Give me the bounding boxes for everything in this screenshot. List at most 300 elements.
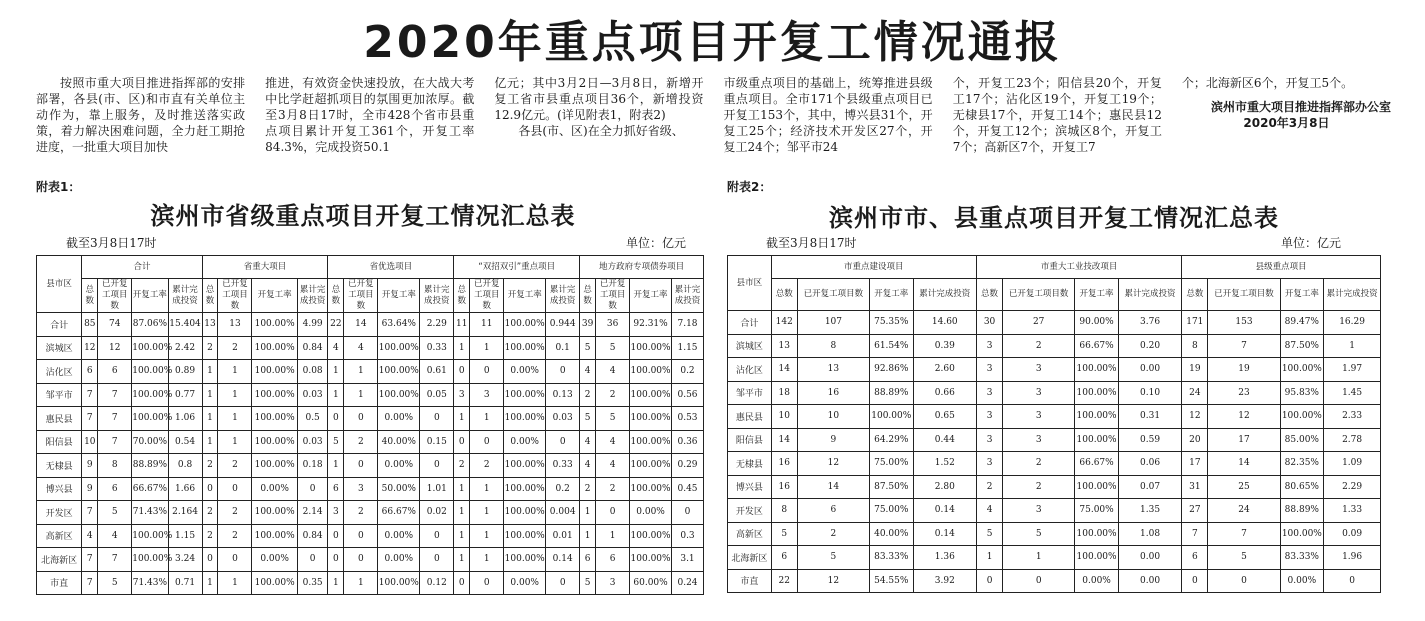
value-cell: 100.00% (252, 407, 297, 431)
table-row (37, 477, 704, 501)
value-cell: 10 (771, 405, 797, 429)
value-cell: 0.8 (168, 454, 202, 478)
value-cell: 1 (344, 571, 378, 595)
value-cell: 0.2 (672, 360, 704, 384)
value-cell: 3 (328, 501, 344, 525)
value-cell: 100.00% (132, 548, 168, 572)
value-cell: 100.00% (378, 383, 420, 407)
value-cell: 9 (797, 428, 869, 452)
value-cell: 20 (1182, 428, 1208, 452)
value-cell: 3 (976, 452, 1002, 476)
region-cell: 无棣县 (37, 454, 82, 478)
value-cell: 1 (344, 360, 378, 384)
column-header: 开复工率 (1280, 279, 1324, 311)
value-cell: 0.14 (546, 548, 580, 572)
value-cell: 0.2 (546, 477, 580, 501)
value-cell: 2 (202, 454, 218, 478)
column-header: 累计完成投资 (1118, 279, 1181, 311)
article-column-2 (265, 75, 474, 175)
value-cell: 1.15 (168, 524, 202, 548)
table-row (37, 336, 704, 360)
value-cell: 1 (328, 383, 344, 407)
value-cell: 0.35 (297, 571, 328, 595)
value-cell: 0.00% (378, 548, 420, 572)
value-cell: 3 (1003, 381, 1075, 405)
value-cell: 0.00% (252, 548, 297, 572)
value-cell: 40.00% (378, 430, 420, 454)
value-cell: 0 (202, 477, 218, 501)
column-header: 累计完成投资 (546, 279, 580, 313)
value-cell: 2 (344, 430, 378, 454)
value-cell: 4 (82, 524, 98, 548)
region-cell: 市直 (37, 571, 82, 595)
value-cell: 0 (546, 360, 580, 384)
value-cell: 5 (580, 407, 596, 431)
article-paragraph: 推进，有效资金快速投放，在大战大考中比学赶超抓项目的氛围更加浓厚。截至3月8日17时，全市428个省市县重点项目累计开复工361个，开复工率84.3%，完成投资50.1 (265, 76, 475, 154)
value-cell: 31 (1182, 475, 1208, 499)
value-cell: 1 (470, 548, 504, 572)
value-cell: 2.33 (1324, 405, 1381, 429)
value-cell: 12 (98, 336, 132, 360)
value-cell: 0 (546, 430, 580, 454)
table-row (728, 569, 1381, 593)
value-cell: 0.13 (546, 383, 580, 407)
value-cell: 5 (98, 571, 132, 595)
signature-date: 2020年3月8日 (1243, 116, 1330, 130)
table-row (37, 454, 704, 478)
value-cell: 0.01 (546, 524, 580, 548)
value-cell: 18 (771, 381, 797, 405)
value-cell: 19 (1208, 358, 1280, 382)
article-column-1 (36, 75, 245, 175)
value-cell: 8 (797, 334, 869, 358)
value-cell: 17 (1208, 428, 1280, 452)
value-cell: 3 (976, 381, 1002, 405)
value-cell: 1 (218, 407, 252, 431)
value-cell: 5 (976, 522, 1002, 546)
value-cell: 2 (797, 522, 869, 546)
value-cell: 0 (344, 524, 378, 548)
value-cell: 1 (218, 383, 252, 407)
value-cell: 12 (797, 452, 869, 476)
value-cell: 0.59 (1118, 428, 1181, 452)
region-cell: 开发区 (37, 501, 82, 525)
value-cell: 0.944 (546, 313, 580, 337)
value-cell: 100.00% (504, 313, 546, 337)
value-cell: 2 (1003, 334, 1075, 358)
value-cell: 60.00% (630, 571, 672, 595)
value-cell: 1.66 (168, 477, 202, 501)
value-cell: 0.00% (630, 501, 672, 525)
value-cell: 0 (976, 569, 1002, 593)
value-cell: 2 (580, 383, 596, 407)
table-row (728, 428, 1381, 452)
value-cell: 100.00% (1075, 522, 1119, 546)
region-cell: 阳信县 (728, 428, 772, 452)
value-cell: 2 (202, 501, 218, 525)
region-cell: 沾化区 (37, 360, 82, 384)
value-cell: 5 (771, 522, 797, 546)
value-cell: 74 (98, 313, 132, 337)
value-cell: 0.07 (1118, 475, 1181, 499)
value-cell: 1.09 (1324, 452, 1381, 476)
group-header: 省优选项目 (328, 256, 454, 279)
region-cell: 惠民县 (728, 405, 772, 429)
region-cell: 邹平市 (728, 381, 772, 405)
value-cell: 0.00% (378, 454, 420, 478)
value-cell: 7 (1208, 522, 1280, 546)
column-header: 开复工率 (132, 279, 168, 313)
column-header: 累计完成投资 (420, 279, 454, 313)
value-cell: 0 (344, 407, 378, 431)
value-cell: 0.84 (297, 524, 328, 548)
value-cell: 100.00% (132, 360, 168, 384)
table-row (728, 381, 1381, 405)
value-cell: 27 (1182, 499, 1208, 523)
value-cell: 171 (1182, 311, 1208, 335)
value-cell: 0.10 (1118, 381, 1181, 405)
value-cell: 4.99 (297, 313, 328, 337)
value-cell: 7 (1182, 522, 1208, 546)
value-cell: 3 (1003, 358, 1075, 382)
value-cell: 66.67% (1075, 452, 1119, 476)
value-cell: 100.00% (378, 360, 420, 384)
value-cell: 100.00% (378, 571, 420, 595)
table-row (728, 475, 1381, 499)
value-cell: 0.20 (1118, 334, 1181, 358)
value-cell: 1 (218, 430, 252, 454)
value-cell: 100.00% (504, 524, 546, 548)
value-cell: 5 (596, 336, 630, 360)
article-column-5 (953, 75, 1162, 175)
value-cell: 0.18 (297, 454, 328, 478)
signature: 滨州市重大项目推进指挥部办公室 (1211, 100, 1392, 114)
value-cell: 3 (976, 334, 1002, 358)
value-cell: 0 (454, 430, 470, 454)
value-cell: 100.00% (630, 336, 672, 360)
value-cell: 0 (546, 571, 580, 595)
value-cell: 0.39 (913, 334, 976, 358)
value-cell: 90.00% (1075, 311, 1119, 335)
value-cell: 3 (1003, 428, 1075, 452)
value-cell: 4 (596, 430, 630, 454)
region-cell: 合计 (728, 311, 772, 335)
value-cell: 1 (580, 501, 596, 525)
value-cell: 100.00% (252, 524, 297, 548)
value-cell: 0.56 (672, 383, 704, 407)
article-column-6 (1182, 75, 1391, 175)
value-cell: 0.00 (1118, 569, 1181, 593)
value-cell: 2 (1003, 475, 1075, 499)
value-cell: 1 (218, 571, 252, 595)
column-header: 累计完成投资 (168, 279, 202, 313)
value-cell: 100.00% (504, 383, 546, 407)
value-cell: 0.00% (504, 430, 546, 454)
value-cell: 0.00% (1280, 569, 1324, 593)
value-cell: 75.00% (1075, 499, 1119, 523)
value-cell: 7 (98, 383, 132, 407)
table-row (37, 430, 704, 454)
table-row (728, 452, 1381, 476)
table1-as-of: 截至3月8日17时 (66, 236, 157, 250)
value-cell: 100.00% (252, 430, 297, 454)
value-cell: 0.12 (420, 571, 454, 595)
value-cell: 0.36 (672, 430, 704, 454)
value-cell: 0.29 (672, 454, 704, 478)
attachment-label-2: 附表2： (727, 180, 772, 194)
value-cell: 0.08 (297, 360, 328, 384)
article-paragraph: 市级重点项目的基础上，统筹推进县级重点项目。全市171个县级重点项目已开复工153个，其中，博兴县31个，开复工25个；经济技术开发区27个，开复工24个；邹平市24 (723, 76, 933, 154)
value-cell: 85 (82, 313, 98, 337)
value-cell: 14.60 (913, 311, 976, 335)
value-cell: 1 (470, 336, 504, 360)
column-header: 已开复工项目数 (1003, 279, 1075, 311)
value-cell: 3.92 (913, 569, 976, 593)
value-cell: 6 (771, 546, 797, 570)
region-cell: 市直 (728, 569, 772, 593)
region-header: 县市区 (37, 256, 82, 313)
value-cell: 24 (1182, 381, 1208, 405)
attachment-label-1: 附表1： (36, 180, 81, 194)
value-cell: 1 (202, 383, 218, 407)
value-cell: 0.00% (378, 524, 420, 548)
value-cell: 12 (82, 336, 98, 360)
group-header: 县级重点项目 (1182, 256, 1381, 279)
value-cell: 13 (202, 313, 218, 337)
column-header: 总数 (202, 279, 218, 313)
article-column-4 (724, 75, 933, 175)
value-cell: 0 (297, 477, 328, 501)
value-cell: 2.29 (420, 313, 454, 337)
value-cell: 0.00% (504, 571, 546, 595)
value-cell: 0 (454, 571, 470, 595)
value-cell: 8 (98, 454, 132, 478)
value-cell: 0 (1182, 569, 1208, 593)
region-cell: 北海新区 (728, 546, 772, 570)
value-cell: 0.15 (420, 430, 454, 454)
value-cell: 0.54 (168, 430, 202, 454)
value-cell: 100.00% (630, 360, 672, 384)
value-cell: 0 (420, 548, 454, 572)
column-header: 开复工率 (630, 279, 672, 313)
value-cell: 5 (98, 501, 132, 525)
region-cell: 博兴县 (728, 475, 772, 499)
region-cell: 阳信县 (37, 430, 82, 454)
region-cell: 博兴县 (37, 477, 82, 501)
value-cell: 7 (98, 548, 132, 572)
value-cell: 100.00% (1280, 405, 1324, 429)
value-cell: 0 (1003, 569, 1075, 593)
value-cell: 2.78 (1324, 428, 1381, 452)
value-cell: 0 (1324, 569, 1381, 593)
region-cell: 开发区 (728, 499, 772, 523)
value-cell: 40.00% (869, 522, 913, 546)
value-cell: 2 (580, 477, 596, 501)
value-cell: 1 (1003, 546, 1075, 570)
value-cell: 100.00% (504, 477, 546, 501)
region-cell: 滨城区 (37, 336, 82, 360)
value-cell: 83.33% (869, 546, 913, 570)
value-cell: 1.15 (672, 336, 704, 360)
value-cell: 66.67% (1075, 334, 1119, 358)
value-cell: 100.00% (1075, 428, 1119, 452)
value-cell: 7 (82, 548, 98, 572)
value-cell: 1.45 (1324, 381, 1381, 405)
column-header: 总数 (454, 279, 470, 313)
value-cell: 3 (1003, 499, 1075, 523)
value-cell: 100.00% (132, 336, 168, 360)
value-cell: 0.1 (546, 336, 580, 360)
value-cell: 1.06 (168, 407, 202, 431)
value-cell: 9 (82, 477, 98, 501)
value-cell: 3 (1003, 405, 1075, 429)
value-cell: 1 (454, 336, 470, 360)
value-cell: 15.404 (168, 313, 202, 337)
value-cell: 100.00% (378, 336, 420, 360)
value-cell: 100.00% (630, 430, 672, 454)
region-header: 县市区 (728, 256, 772, 311)
group-header: 地方政府专项债券项目 (580, 256, 704, 279)
value-cell: 0 (470, 430, 504, 454)
value-cell: 7 (82, 407, 98, 431)
value-cell: 100.00% (1075, 475, 1119, 499)
value-cell: 2 (1003, 452, 1075, 476)
value-cell: 7 (1208, 334, 1280, 358)
value-cell: 0 (420, 524, 454, 548)
value-cell: 1 (454, 524, 470, 548)
column-header: 总数 (580, 279, 596, 313)
value-cell: 0 (328, 407, 344, 431)
value-cell: 82.35% (1280, 452, 1324, 476)
value-cell: 14 (1208, 452, 1280, 476)
value-cell: 1 (454, 501, 470, 525)
value-cell: 3 (470, 383, 504, 407)
value-cell: 6 (82, 360, 98, 384)
value-cell: 2 (344, 501, 378, 525)
value-cell: 0.03 (546, 407, 580, 431)
value-cell: 16.29 (1324, 311, 1381, 335)
value-cell: 4 (596, 360, 630, 384)
value-cell: 100.00% (630, 524, 672, 548)
value-cell: 30 (976, 311, 1002, 335)
value-cell: 75.00% (869, 499, 913, 523)
value-cell: 7 (82, 383, 98, 407)
value-cell: 100.00% (504, 407, 546, 431)
value-cell: 4 (328, 336, 344, 360)
value-cell: 0.77 (168, 383, 202, 407)
value-cell: 2.42 (168, 336, 202, 360)
value-cell: 0.00% (504, 360, 546, 384)
value-cell: 0.09 (1324, 522, 1381, 546)
value-cell: 0 (218, 477, 252, 501)
value-cell: 88.89% (132, 454, 168, 478)
value-cell: 1.01 (420, 477, 454, 501)
value-cell: 0 (420, 407, 454, 431)
table-row (728, 499, 1381, 523)
column-header: 总数 (1182, 279, 1208, 311)
value-cell: 36 (596, 313, 630, 337)
table2-title: 滨州市市、县重点项目开复工情况汇总表 (829, 204, 1279, 232)
value-cell: 0.53 (672, 407, 704, 431)
value-cell: 1 (218, 360, 252, 384)
value-cell: 11 (470, 313, 504, 337)
value-cell: 11 (454, 313, 470, 337)
table-row (37, 360, 704, 384)
value-cell: 71.43% (132, 571, 168, 595)
value-cell: 3 (454, 383, 470, 407)
value-cell: 100.00% (1075, 546, 1119, 570)
value-cell: 95.83% (1280, 381, 1324, 405)
value-cell: 61.54% (869, 334, 913, 358)
value-cell: 2 (218, 336, 252, 360)
value-cell: 6 (328, 477, 344, 501)
value-cell: 0.3 (672, 524, 704, 548)
value-cell: 7 (98, 407, 132, 431)
column-header: 已开复工项目数 (1208, 279, 1280, 311)
region-cell: 高新区 (37, 524, 82, 548)
value-cell: 2 (218, 501, 252, 525)
value-cell: 12 (1182, 405, 1208, 429)
value-cell: 0.65 (913, 405, 976, 429)
column-header: 开复工率 (869, 279, 913, 311)
value-cell: 14 (797, 475, 869, 499)
value-cell: 4 (596, 454, 630, 478)
value-cell: 1 (344, 383, 378, 407)
value-cell: 2 (202, 336, 218, 360)
page-title: 2020年重点项目开复工情况通报 (363, 17, 1062, 68)
value-cell: 0 (1208, 569, 1280, 593)
value-cell: 1 (202, 407, 218, 431)
column-header: 开复工率 (504, 279, 546, 313)
value-cell: 54.55% (869, 569, 913, 593)
value-cell: 4 (580, 430, 596, 454)
value-cell: 39 (580, 313, 596, 337)
table2 (727, 255, 1381, 593)
table-row (37, 313, 704, 337)
value-cell: 153 (1208, 311, 1280, 335)
value-cell: 23 (1208, 381, 1280, 405)
value-cell: 100.00% (869, 405, 913, 429)
group-header: 省重大项目 (202, 256, 328, 279)
value-cell: 0 (328, 548, 344, 572)
value-cell: 1 (976, 546, 1002, 570)
table1-unit: 单位：亿元 (626, 236, 687, 250)
value-cell: 4 (580, 360, 596, 384)
value-cell: 5 (580, 336, 596, 360)
value-cell: 3 (344, 477, 378, 501)
value-cell: 0.06 (1118, 452, 1181, 476)
table1 (36, 255, 704, 595)
value-cell: 0.24 (672, 571, 704, 595)
value-cell: 2.60 (913, 358, 976, 382)
value-cell: 4 (98, 524, 132, 548)
value-cell: 17 (1182, 452, 1208, 476)
value-cell: 5 (328, 430, 344, 454)
value-cell: 1 (454, 477, 470, 501)
value-cell: 0 (202, 548, 218, 572)
value-cell: 71.43% (132, 501, 168, 525)
value-cell: 1 (454, 548, 470, 572)
value-cell: 1.33 (1324, 499, 1381, 523)
value-cell: 8 (1182, 334, 1208, 358)
table-row (728, 334, 1381, 358)
value-cell: 100.00% (132, 524, 168, 548)
value-cell: 1 (470, 501, 504, 525)
value-cell: 27 (1003, 311, 1075, 335)
value-cell: 87.50% (1280, 334, 1324, 358)
table-row (728, 358, 1381, 382)
value-cell: 1 (454, 407, 470, 431)
